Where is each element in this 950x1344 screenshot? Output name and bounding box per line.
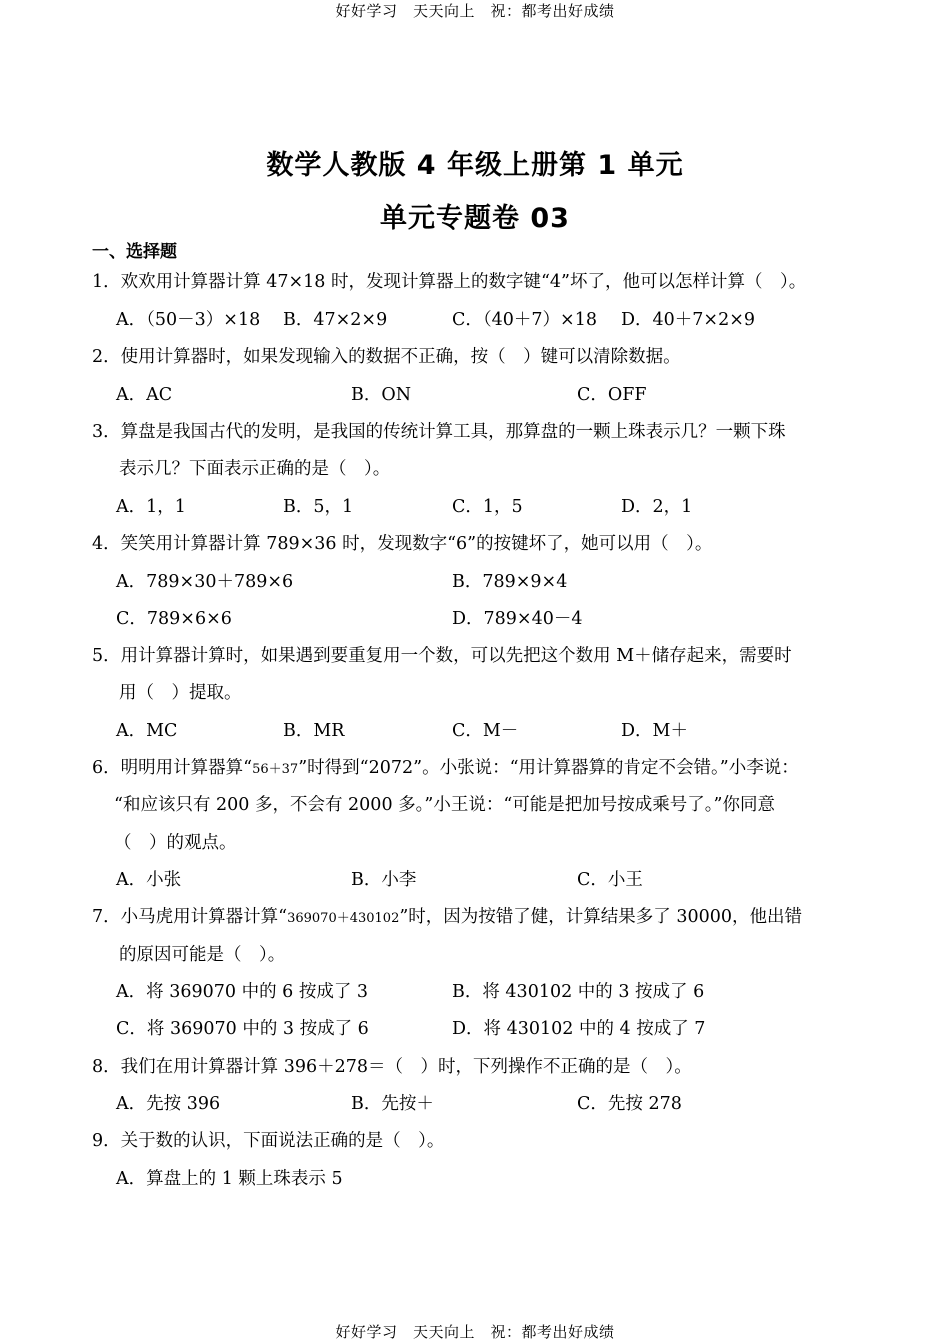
q3-option-c: C．1，5	[452, 497, 523, 517]
question-8: 8．我们在用计算器计算 396＋278＝（ ）时，下列操作不正确的是（ ）。	[92, 1057, 692, 1077]
question-1: 1．欢欢用计算器计算 47×18 时，发现计算器上的数字键“4”坏了，他可以怎样计算（ ）。	[92, 272, 807, 292]
question-7-cont: 的原因可能是（ ）。	[119, 945, 286, 965]
question-5-cont: 用（ ）提取。	[119, 683, 242, 703]
question-7: 7．小马虎用计算器计算“369070＋430102”时，因为按错了健，计算结果多了 30000，他出错	[92, 907, 803, 927]
q6-option-c: C．小王	[577, 870, 643, 890]
q3-option-a: A．1，1	[116, 497, 186, 517]
question-9: 9．关于数的认识，下面说法正确的是（ ）。	[92, 1131, 445, 1151]
q4-option-c: C．789×6×6	[116, 609, 232, 629]
q8-option-b: B．先按＋	[351, 1094, 434, 1114]
q9-option-a: A．算盘上的 1 颗上珠表示 5	[116, 1169, 343, 1189]
q1-option-a: A．（50－3）×18	[116, 310, 261, 330]
q5-option-b: B．MR	[283, 721, 345, 741]
q7-option-b: B．将 430102 中的 3 按成了 6	[452, 982, 705, 1002]
q7-option-c: C．将 369070 中的 3 按成了 6	[116, 1019, 369, 1039]
question-2: 2．使用计算器时，如果发现输入的数据不正确，按（ ）键可以清除数据。	[92, 347, 681, 367]
question-6: 6．明明用计算器算“56＋37”时得到“2072”。小张说：“用计算器算的肯定不会错。”小李说：	[92, 758, 799, 778]
question-5: 5．用计算器计算时，如果遇到要重复用一个数，可以先把这个数用 M＋储存起来，需要时	[92, 646, 792, 666]
q7-expression: 369070＋430102	[287, 911, 400, 926]
page-title: 数学人教版 4 年级上册第 1 单元	[266, 150, 684, 181]
q5-option-d: D．M＋	[621, 721, 688, 741]
q8-option-c: C．先按 278	[577, 1094, 682, 1114]
q1-option-c: C．（40＋7）×18	[452, 310, 597, 330]
q8-option-a: A．先按 396	[116, 1094, 221, 1114]
q5-option-a: A．MC	[116, 721, 178, 741]
question-3-cont: 表示几？下面表示正确的是（ ）。	[119, 459, 391, 479]
section-heading: 一、选择题	[92, 242, 177, 262]
q2-option-c: C．OFF	[577, 385, 647, 405]
q3-option-d: D．2，1	[621, 497, 693, 517]
q6-option-b: B．小李	[351, 870, 417, 890]
page-subtitle: 单元专题卷 03	[380, 203, 570, 234]
q4-option-d: D．789×40－4	[452, 609, 583, 629]
page-header: 好好学习 天天向上 祝：都考出好成绩	[335, 2, 615, 20]
question-6-cont2: （ ）的观点。	[114, 833, 237, 853]
q4-option-b: B．789×9×4	[452, 572, 568, 592]
q5-option-c: C．M－	[452, 721, 519, 741]
q2-option-b: B．ON	[351, 385, 412, 405]
question-3: 3．算盘是我国古代的发明，是我国的传统计算工具，那算盘的一颗上珠表示几？一颗下珠	[92, 422, 786, 442]
page-footer: 好好学习 天天向上 祝：都考出好成绩	[335, 1323, 615, 1341]
q2-option-a: A．AC	[116, 385, 173, 405]
q1-option-b: B．47×2×9	[283, 310, 388, 330]
q7-option-d: D．将 430102 中的 4 按成了 7	[452, 1019, 706, 1039]
q7-option-a: A．将 369070 中的 6 按成了 3	[116, 982, 369, 1002]
q4-option-a: A．789×30＋789×6	[116, 572, 294, 592]
q3-option-b: B．5，1	[283, 497, 354, 517]
q6-option-a: A．小张	[116, 870, 182, 890]
q1-option-d: D．40＋7×2×9	[621, 310, 756, 330]
question-6-cont: “和应该只有 200 多，不会有 2000 多。”小王说：“可能是把加号按成乘号了。”你同意	[114, 795, 775, 815]
q6-expression: 56＋37	[252, 762, 299, 777]
question-4: 4．笑笑用计算器计算 789×36 时，发现数字“6”的按键坏了，她可以用（ ）。	[92, 534, 713, 554]
